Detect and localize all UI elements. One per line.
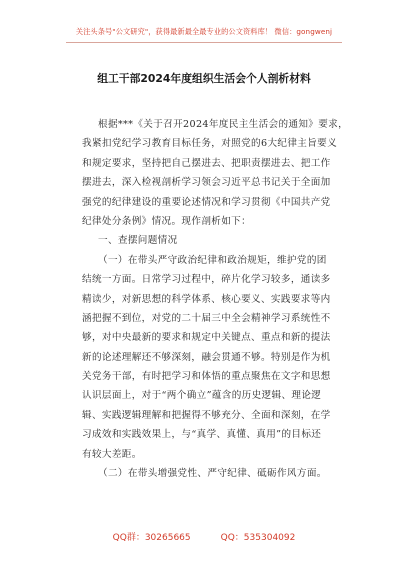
header-banner: 关注头条号"公文研究"，获得最新最全最专业的公文资料库！ 微信：gongwenj xyxy=(75,27,333,36)
paragraph-line: 涵把握不到位，对党的二十届三中全会精神学习系统性不 xyxy=(82,312,331,324)
paragraph-line: 根据***《关于召开2024年度民主生活会的通知》要求， xyxy=(98,119,349,130)
paragraph-line: 辑、实践逻辑理解和把握得不够充分、全面和深刻，在学 xyxy=(82,409,331,421)
section-heading: 一、查摆问题情况 xyxy=(98,235,178,247)
paragraph-line: 纪律处分条例》情况。现作剖析如下： xyxy=(82,215,252,227)
paragraph-line: 新的论述理解还不够深刻，融会贯通不够。特别是作为机 xyxy=(82,351,331,363)
footer-qq-group: QQ群：30265665 xyxy=(112,533,191,543)
document-body xyxy=(82,115,349,483)
header-divider xyxy=(66,42,342,43)
footer-qq: QQ：535304092 xyxy=(220,533,296,543)
paragraph-line: 摆进去，深入检视剖析学习领会习近平总书记关于全面加 xyxy=(82,177,331,189)
footer-contact xyxy=(0,530,408,543)
paragraph-line: 结统一方面。日常学习过程中，碎片化学习较多，通读多 xyxy=(82,274,331,286)
paragraph-line: （二）在带头增强党性、严守纪律、砥砺作风方面。 xyxy=(98,468,327,480)
paragraph-line: 习成效和实践效果上，与“真学、真懂、真用”的目标还 xyxy=(82,429,322,441)
paragraph-line: 认识层面上，对于“两个确立”蕴含的历史逻辑、理论逻 xyxy=(82,390,322,402)
paragraph-line: 强党的纪律建设的重要论述情况和学习贯彻《中国共产党 xyxy=(82,196,331,208)
paragraph-line: 精读少，对新思想的科学体系、核心要义、实践要求等内 xyxy=(82,293,331,305)
paragraph-line: （一）在带头严守政治纪律和政治规矩，维护党的团 xyxy=(98,254,327,266)
paragraph-line: 我紧扣党纪学习教育目标任务，对照党的6大纪律主旨要义 xyxy=(82,138,338,150)
paragraph-line: 够，对中央最新的要求和规定中关键点、重点和新的提法 xyxy=(82,332,331,344)
document-title: 组工干部2024年度组织生活会个人剖析材料 xyxy=(97,72,311,85)
paragraph-line: 关党务干部，有时把学习和体悟的重点聚焦在文字和思想 xyxy=(82,371,331,383)
paragraph-line: 有较大差距。 xyxy=(82,448,142,460)
paragraph-line: 和规定要求，坚持把自己摆进去、把职责摆进去、把工作 xyxy=(82,157,331,169)
